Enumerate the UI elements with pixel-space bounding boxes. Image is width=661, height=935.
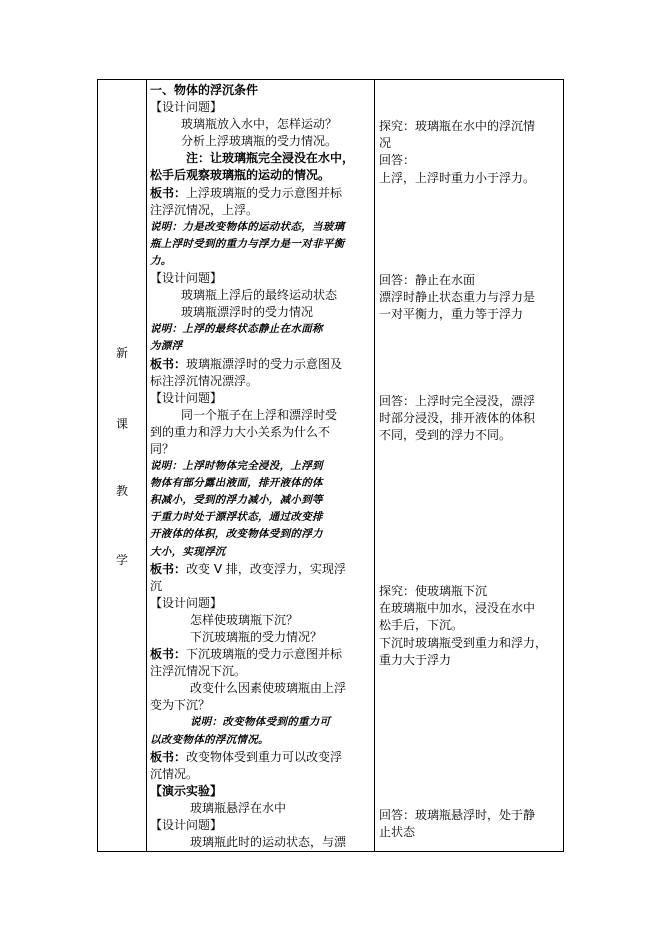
teacher-text-line: 板书：改变物体受到重力可以改变浮 (150, 749, 343, 764)
teacher-text-line: 说明：上浮的最终状态静止在水面称 (150, 323, 323, 336)
teacher-text-line: 力。 (150, 254, 172, 267)
teacher-text-line: 【设计问题】 (150, 271, 223, 286)
student-response-block (379, 807, 562, 841)
stage-label-char: 课 (115, 417, 128, 431)
student-text-line: 回答：玻璃瓶悬浮时，处于静 (379, 808, 536, 822)
lesson-table (97, 79, 564, 852)
student-text-line: 重力大于浮力 (379, 652, 452, 667)
teacher-text-line: 于重力时处于漂浮状态，通过改变排 (150, 511, 323, 524)
teacher-text-line: 玻璃瓶放入水中，怎样运动？ (181, 117, 338, 132)
student-text-line: 不同，受到的浮力不同。 (379, 428, 512, 443)
teacher-text-line: 玻璃瓶悬浮在水中 (190, 800, 287, 815)
teacher-text-line: 玻璃瓶漂浮时的受力情况 (181, 305, 314, 320)
teacher-text-line: 变为下沉？ (150, 698, 211, 713)
student-text-line: 漂浮时静止状态重力与浮力是 (379, 290, 536, 305)
teacher-text-line: 积减小，受到的浮力减小，减小到等 (150, 494, 323, 507)
teacher-text-line: 板书：玻璃瓶漂浮时的受力示意图及 (150, 356, 343, 371)
teacher-text-line: 开液体的体积，改变物体受到的浮力 (150, 528, 323, 541)
teacher-text-line: 分析上浮玻璃瓶的受力情况。 (181, 134, 338, 149)
teacher-text-line: 瓶上浮时受到的重力与浮力是一对非平衡 (150, 237, 345, 250)
student-text-line: 上浮，上浮时重力小于浮力。 (379, 170, 536, 185)
stage-label-char: 新 (115, 346, 128, 360)
stage-label-char: 学 (115, 553, 128, 567)
teacher-activity-column (150, 82, 372, 851)
teacher-text-line: 松手后观察玻璃瓶的运动的情况。 (150, 168, 331, 183)
teacher-text-line: 说明：改变物体受到的重力可 (190, 716, 331, 729)
teacher-text-line: 一、物体的浮沉条件 (150, 83, 259, 97)
teacher-text-line: 注：让玻璃瓶完全浸没在水中， (186, 151, 355, 166)
student-response-block (379, 393, 562, 445)
teacher-text-line: 为漂浮 (150, 340, 183, 353)
teacher-text-line: 怎样使玻璃瓶下沉？ (190, 612, 299, 627)
student-text-line: 止状态 (379, 825, 416, 840)
teacher-text-line: 板书：下沉玻璃瓶的受力示意图并标 (150, 647, 343, 662)
student-response-block (379, 583, 562, 669)
teacher-text-line: 物体有部分露出液面，排开液体的体 (150, 477, 323, 490)
teacher-text-line: 【设计问题】 (150, 595, 223, 610)
student-text-line: 探究：玻璃瓶在水中的浮沉情 (379, 119, 536, 133)
teacher-text-line: 到的重力和浮力大小关系为什么不 (150, 424, 331, 439)
student-text-line: 时部分浸没，排开液体的体积 (379, 411, 536, 426)
column-divider (146, 80, 147, 851)
student-text-line: 回答：上浮时完全浸没，漂浮 (379, 394, 536, 408)
student-text-line: 探究：使玻璃瓶下沉 (379, 584, 488, 598)
student-response-block (379, 272, 562, 324)
student-text-line: 松手后，下沉。 (379, 618, 464, 633)
teacher-text-line: 沉情况。 (150, 766, 199, 781)
student-text-line: 回答： (379, 153, 416, 168)
teacher-text-line: 说明：力是改变物体的运动状态，当玻璃 (150, 220, 345, 233)
student-response-block (379, 118, 562, 187)
teacher-text-line: 同一个瓶子在上浮和漂浮时受 (181, 407, 338, 422)
student-text-line: 下沉时玻璃瓶受到重力和浮力， (379, 635, 548, 650)
teacher-text-line: 说明：上浮时物体完全浸没，上浮到 (150, 460, 323, 473)
teacher-text-line: 板书：上浮玻璃瓶的受力示意图并标 (150, 185, 343, 200)
teacher-text-line: 玻璃瓶此时的运动状态，与漂 (190, 835, 347, 850)
student-text-line: 在玻璃瓶中加水，浸没在水中 (379, 601, 536, 616)
teacher-text-line: 注浮沉情况下沉。 (150, 664, 247, 679)
teacher-text-line: 同？ (150, 441, 175, 456)
teacher-text-line: 注浮沉情况，上浮。 (150, 202, 259, 217)
teacher-text-line: 【演示实验】 (150, 783, 223, 798)
student-text-line: 一对平衡力，重力等于浮力 (379, 307, 524, 322)
teacher-text-line: 下沉玻璃瓶的受力情况？ (190, 630, 323, 644)
column-divider (374, 80, 375, 851)
teacher-text-line: 【设计问题】 (150, 390, 223, 405)
teacher-text-line: 【设计问题】 (150, 100, 223, 115)
teacher-text-line: 改变什么因素使玻璃瓶由上浮 (190, 681, 347, 696)
teacher-text-line: 玻璃瓶上浮后的最终运动状态 (181, 288, 338, 303)
teacher-text-line: 沉 (150, 578, 163, 593)
teacher-text-line: 标注浮沉情况漂浮。 (150, 373, 259, 388)
student-text-line: 回答：静止在水面 (379, 273, 476, 287)
teacher-text-line: 【设计问题】 (150, 818, 223, 833)
stage-label-char: 教 (115, 484, 128, 498)
teacher-text-line: 板书：改变 V 排，改变浮力，实现浮 (150, 561, 346, 576)
teacher-text-line: 以改变物体的浮沉情况。 (150, 733, 269, 746)
teacher-text-line: 大小，实现浮沉 (150, 545, 226, 558)
student-text-line: 况 (379, 136, 392, 151)
